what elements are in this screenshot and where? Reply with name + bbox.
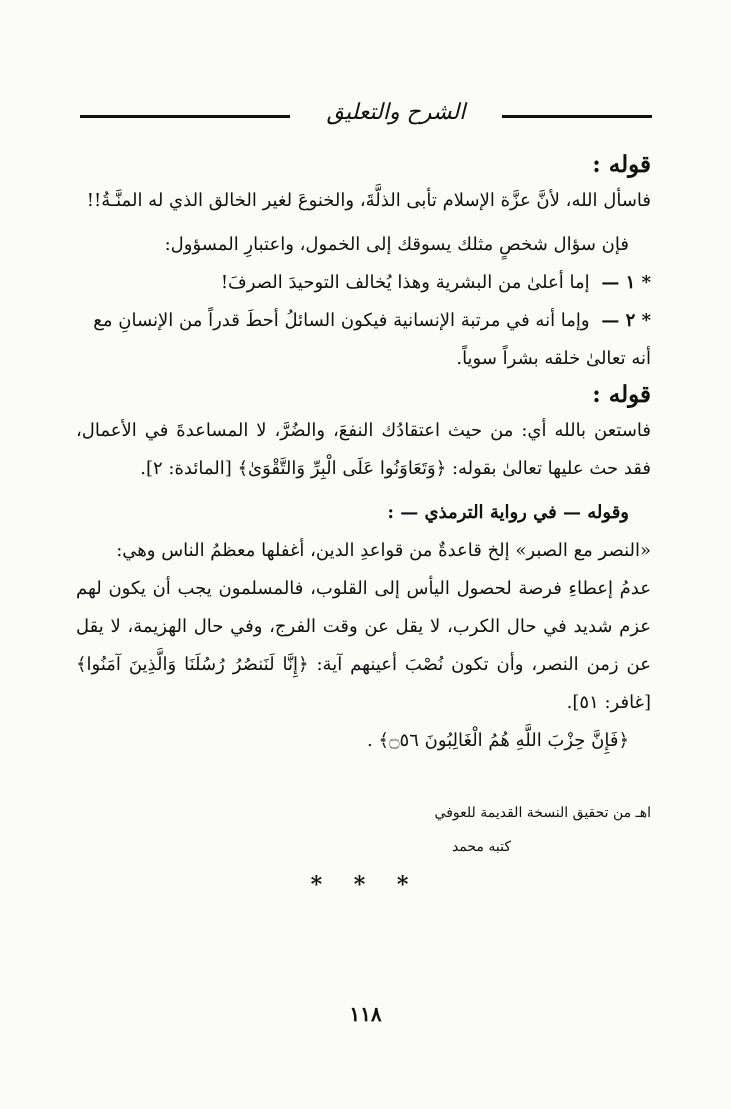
footnote <box>76 796 651 864</box>
list-marker: * ٢ — <box>601 310 651 331</box>
header-rule-left <box>80 115 290 118</box>
paragraph: عدمُ إعطاءِ فرصة لحصول اليأس إلى القلوب، فالمسلمون يجب أن يكون لهم عزم شديد في حال الكرب، لا يقل عن وقت الفرج، وفي حال الهزيمة، لا يقل عن زمن النصر، وأن تكون نُصْبَ أعينهم آية: ﴿إِنَّا لَنَنصُرُ رُسُلَنَا وَالَّذِينَ آمَنُوا﴾ [غافر: ٥١]. <box>76 578 651 713</box>
footnote-line-1: اهـ من تحقيق النسخة القديمة للعوفي <box>434 805 651 821</box>
section-label: قوله : <box>592 381 651 408</box>
list-marker: * ١ — <box>601 272 651 293</box>
section-label: قوله : <box>592 151 651 178</box>
verse: ﴿فَإِنَّ حِزْبَ اللَّهِ هُمُ الْغَالِبُونَ ۝٥٦﴾ . <box>366 730 629 751</box>
page-number: ١١٨ <box>349 1002 382 1026</box>
list-item-text: وإما أنه في مرتبة الإنسانية فيكون السائلُ أحطَ قدراً من الإنسانِ مع أنه تعالىٰ خلقه بشراً سوياً. <box>93 310 651 369</box>
paragraph: فاستعن بالله أي: من حيث اعتقادُك النفعَ، والضُرَّ، لا المساعدةَ في الأعمال، فقد حث عليها تعالىٰ بقوله: ﴿وَتَعَاوَنُوا عَلَى الْبِرِّ وَالتَّقْوَىٰ﴾ [المائدة: ٢]. <box>76 420 651 479</box>
list-item-text: إما أعلىٰ من البشرية وهذا يُخالف التوحيدَ الصرفَ! <box>220 272 590 293</box>
section-label: وقوله — في رواية الترمذي — : <box>387 502 629 523</box>
paragraph-quote: «النصر مع الصبر» إلخ قاعدةٌ من قواعدِ الدين، أغفلها معظمُ الناس وهي: <box>116 540 651 561</box>
section-separator: * * * <box>310 872 421 898</box>
paragraph-intro: فإن سؤال شخصٍ مثلك يسوقك إلى الخمول، واعتبارِ المسؤول: <box>164 234 629 255</box>
list-item-1 <box>76 264 651 302</box>
footnote-line-2: كتبه محمد <box>451 839 511 855</box>
list-item-2 <box>76 302 651 378</box>
running-head <box>80 96 652 130</box>
main-text <box>76 148 651 760</box>
running-head-title: الشرح والتعليق <box>326 100 466 125</box>
paragraph: فاسأل الله، لأنَّ عزَّة الإسلام تأبى الذلَّةَ، والخنوعَ لغير الخالق الذي له المنَّـةُ!! <box>86 190 651 211</box>
header-rule-right <box>502 115 652 118</box>
